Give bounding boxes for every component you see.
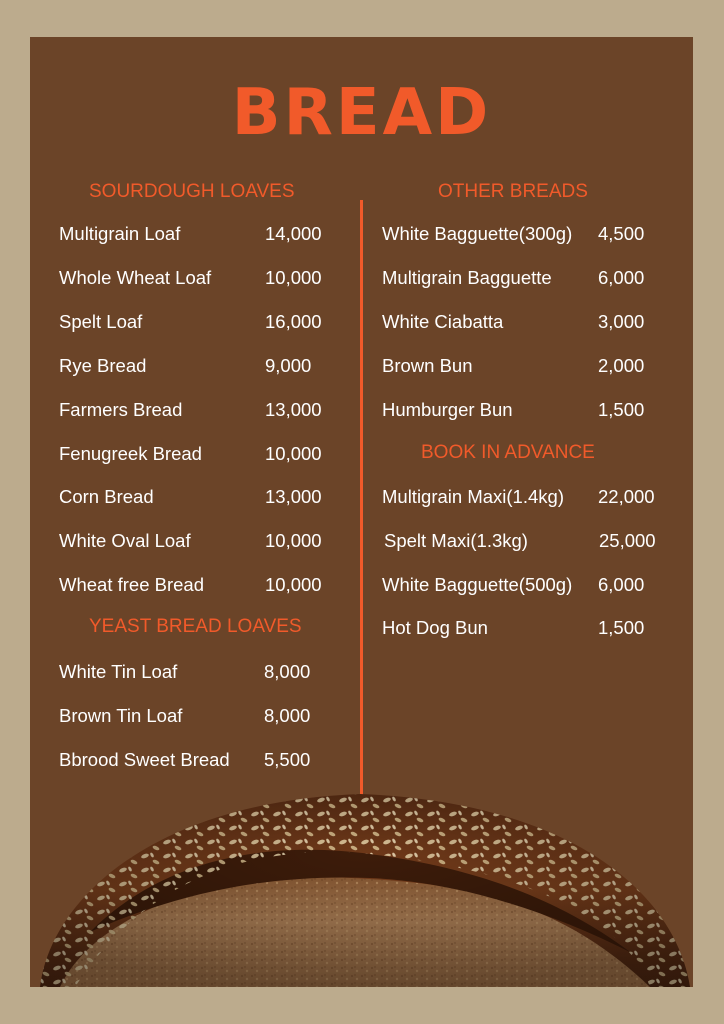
menu-item-price: 8,000	[264, 705, 311, 726]
section-heading-yeast: YEAST BREAD LOAVES	[89, 616, 302, 637]
menu-item-price: 22,000	[598, 486, 655, 507]
bread-loaf-image	[30, 782, 693, 987]
menu-item-name: White Bagguette(300g)	[382, 223, 573, 244]
menu-item-name: Wheat free Bread	[59, 574, 204, 595]
menu-item-price: 8,000	[264, 661, 311, 682]
menu-item-name: Hot Dog Bun	[382, 617, 488, 638]
menu-item-price: 13,000	[265, 399, 322, 420]
section-heading-sourdough: SOURDOUGH LOAVES	[89, 181, 295, 202]
section-heading-other: OTHER BREADS	[438, 181, 588, 202]
menu-item-price: 6,000	[598, 574, 645, 595]
menu-item-name: Multigrain Loaf	[59, 223, 181, 244]
menu-item-price: 10,000	[265, 574, 322, 595]
menu-item-price: 16,000	[265, 311, 322, 332]
menu-item-price: 10,000	[265, 267, 322, 288]
menu-item-price: 1,500	[598, 399, 645, 420]
menu-item-price: 25,000	[599, 530, 656, 551]
menu-item-name: White Bagguette(500g)	[382, 574, 573, 595]
menu-item-price: 5,500	[264, 749, 311, 770]
menu-item-price: 9,000	[265, 355, 312, 376]
menu-item-price: 2,000	[598, 355, 645, 376]
menu-item-price: 14,000	[265, 223, 322, 244]
menu-item-name: White Ciabatta	[382, 311, 504, 332]
menu-item-name: Whole Wheat Loaf	[59, 267, 212, 288]
menu-item-name: White Tin Loaf	[59, 661, 178, 682]
menu-title: BREAD	[231, 76, 492, 150]
menu-item-name: Humburger Bun	[382, 399, 513, 420]
menu-item-name: Brown Tin Loaf	[59, 705, 183, 726]
menu-item-name: Spelt Loaf	[59, 311, 143, 332]
menu-item-price: 1,500	[598, 617, 645, 638]
menu-item-name: Bbrood Sweet Bread	[59, 749, 230, 770]
menu-item-name: Farmers Bread	[59, 399, 183, 420]
menu-item-name: Multigrain Maxi(1.4kg)	[382, 486, 564, 507]
menu-item-price: 4,500	[598, 223, 645, 244]
menu-item-price: 10,000	[265, 530, 322, 551]
menu-item-name: Fenugreek Bread	[59, 443, 202, 464]
menu-item-name: Rye Bread	[59, 355, 147, 376]
menu-item-price: 6,000	[598, 267, 645, 288]
section-heading-advance: BOOK IN ADVANCE	[421, 442, 595, 463]
menu-item-name: Brown Bun	[382, 355, 473, 376]
menu-item-price: 13,000	[265, 486, 322, 507]
menu-item-price: 10,000	[265, 443, 322, 464]
menu-item-name: Spelt Maxi(1.3kg)	[384, 530, 528, 551]
column-divider	[360, 200, 363, 795]
menu-item-price: 3,000	[598, 311, 645, 332]
menu-item-name: Multigrain Bagguette	[382, 267, 552, 288]
menu-item-name: Corn Bread	[59, 486, 154, 507]
menu-panel	[30, 37, 693, 987]
menu-item-name: White Oval Loaf	[59, 530, 191, 551]
